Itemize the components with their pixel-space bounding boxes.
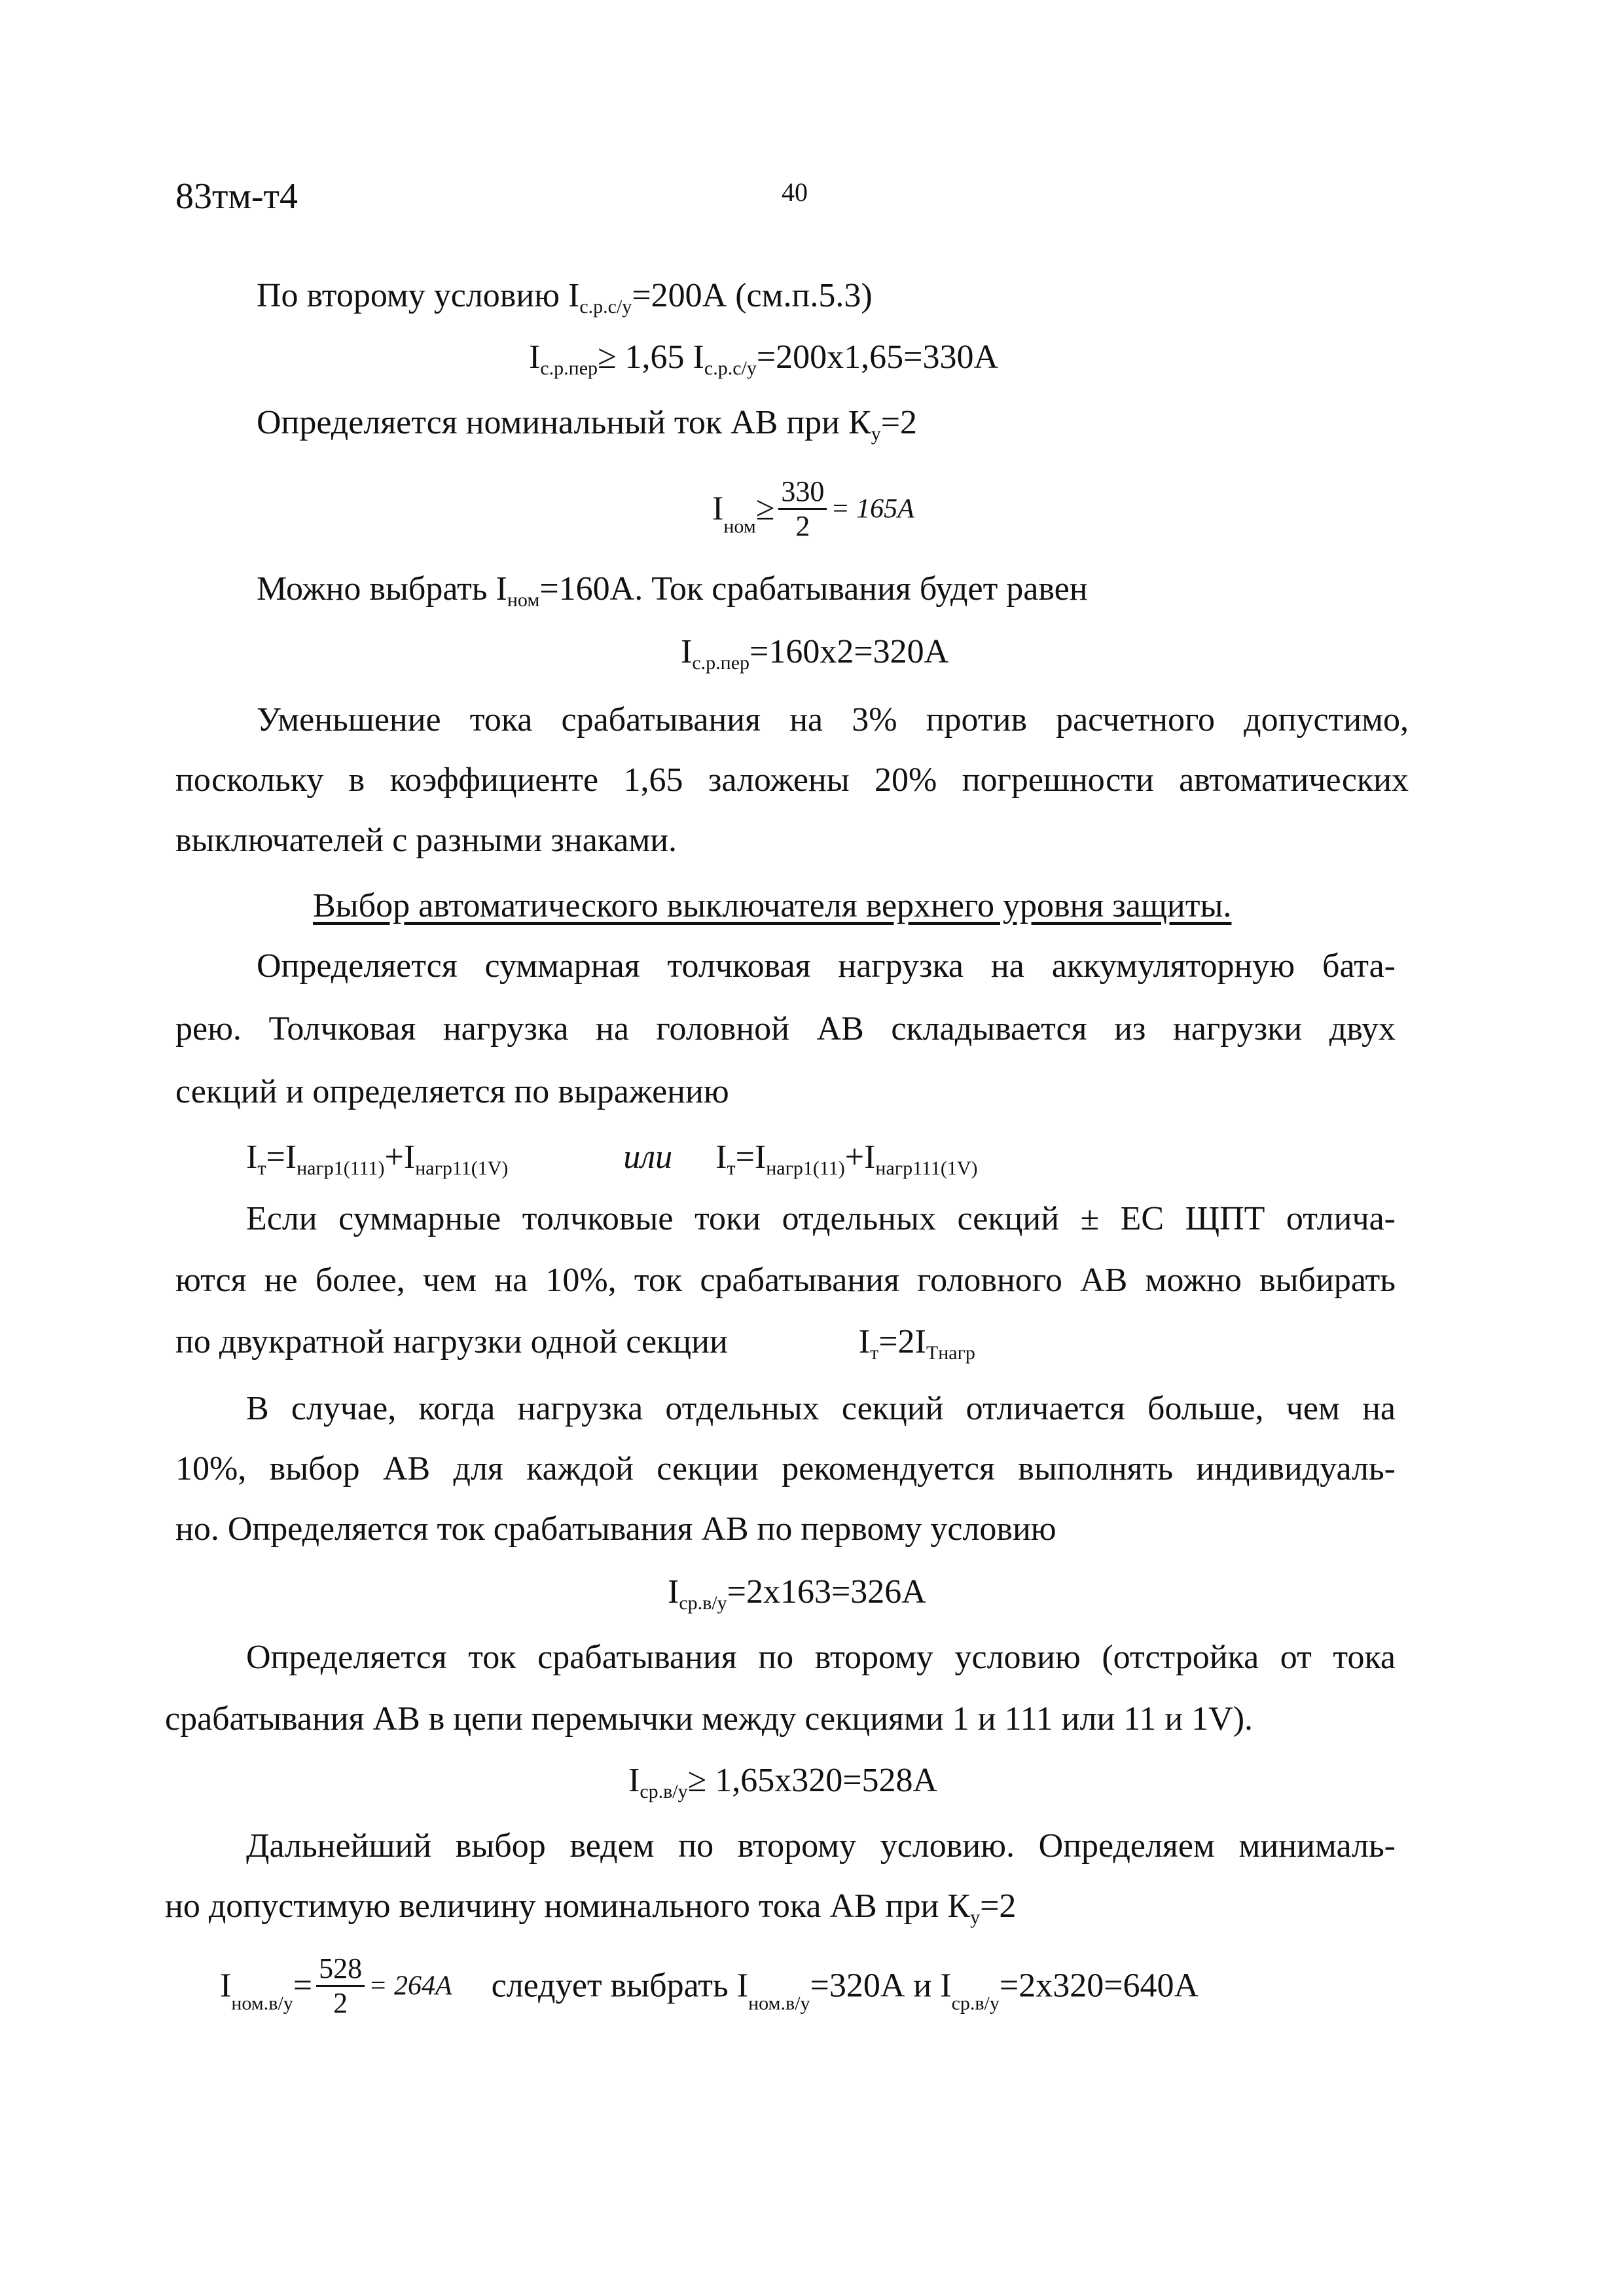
paragraph-reduction-line3: выключателей с разными знаками. — [175, 822, 677, 859]
paragraph-further-choice-line1: Дальнейший выбор ведем по второму условию. Определяем минималь- — [246, 1827, 1396, 1865]
formula-transfer-current: $I_{с.р.пер}\ge 1,65$ $I_{с.р.с/у}=200х1,65=330А$ — [529, 338, 999, 379]
paragraph-total-load-line2: рею. Толчковая нагрузка на головной АВ складывается из нагрузки двух — [175, 1010, 1396, 1048]
page-number: 40 — [782, 177, 808, 207]
paragraph-reduction-line2: поскольку в коэффициенте 1,65 заложены 20% погрешности автоматических — [175, 761, 1409, 799]
formula-trip-current-326: $I_{ср.в/у}=2х163=326А$ — [668, 1573, 926, 1614]
paragraph-total-load-line1: Определяется суммарная толчковая нагрузка на аккумуляторную бата- — [257, 947, 1396, 985]
formula-shock-load: $I_т=I_{нагр1(111)}+I_{нагр11(1V)}$ или $I_т=I_{нагр1(11)}+I_{нагр111(1V)}$ — [246, 1139, 978, 1179]
paragraph-nominal-current: Определяется номинальный ток АВ при $К_у=2$ — [257, 404, 918, 445]
paragraph-individual-line2: 10%, выбор АВ для каждой секции рекомендуется выполнять индивидуаль- — [175, 1450, 1396, 1487]
paragraph-condition-2: По второму условию $I_{с.р.с/у}=200А$ (см.п.5.3) — [257, 277, 873, 318]
paragraph-sections-line2: ются не более, чем на 10%, ток срабатывания головного АВ можно выбирать — [175, 1262, 1396, 1299]
paragraph-reduction-line1: Уменьшение тока срабатывания на 3% против расчетного допустимо, — [257, 701, 1409, 738]
paragraph-further-choice-line2: но допустимую величину номинального тока АВ при $К_у=2$ — [165, 1887, 1017, 1928]
document-code: 83тм-т4 — [175, 176, 298, 217]
paragraph-second-condition-line2: срабатывания АВ в цепи перемычки между секциями 1 и 111 или 11 и 1V). — [165, 1700, 1254, 1738]
paragraph-sections-line3: по двукратной нагрузки одной секции $I_т=2I_{Тнагр}$ — [175, 1323, 975, 1364]
section-heading: Выбор автоматического выключателя верхнего уровня защиты. — [313, 887, 1232, 924]
paragraph-choose-160: Можно выбрать $I_{ном}=160А$. Ток срабатывания будет равен — [257, 570, 1088, 611]
formula-trip-current-528: $I_{ср.в/у}\ge 1,65х320=528А$ — [628, 1762, 938, 1802]
fraction-330-over-2: $\frac{330}{2}$ — [778, 475, 827, 543]
paragraph-total-load-line3: секций и определяется по выражению — [175, 1073, 729, 1110]
fraction-528-over-2: $\frac{528}{2}$ — [316, 1952, 365, 2020]
paragraph-individual-line1: В случае, когда нагрузка отдельных секций отличается больше, чем на — [246, 1390, 1396, 1427]
formula-trip-current-320: $I_{с.р.пер}=160х2=320А$ — [681, 633, 949, 674]
formula-nominal-264: $I_{ном.в/у}=$ $\frac{528}{2}$ = 264А следует выбрать $I_{ном.в/у}=320А$ и $I_{ср.в/у}=2х320=640А$ — [220, 1952, 1199, 2019]
paragraph-sections-line1: Если суммарные толчковые токи отдельных секций ± ЕС ЩПТ отлича- — [246, 1200, 1396, 1237]
formula-nominal-fraction: $I_{ном}\ge$ $\frac{330}{2}$ = 165А — [712, 475, 914, 542]
paragraph-second-condition-line1: Определяется ток срабатывания по второму условию (отстройка от тока — [246, 1639, 1396, 1676]
paragraph-individual-line3: но. Определяется ток срабатывания АВ по первому условию — [175, 1510, 1056, 1548]
